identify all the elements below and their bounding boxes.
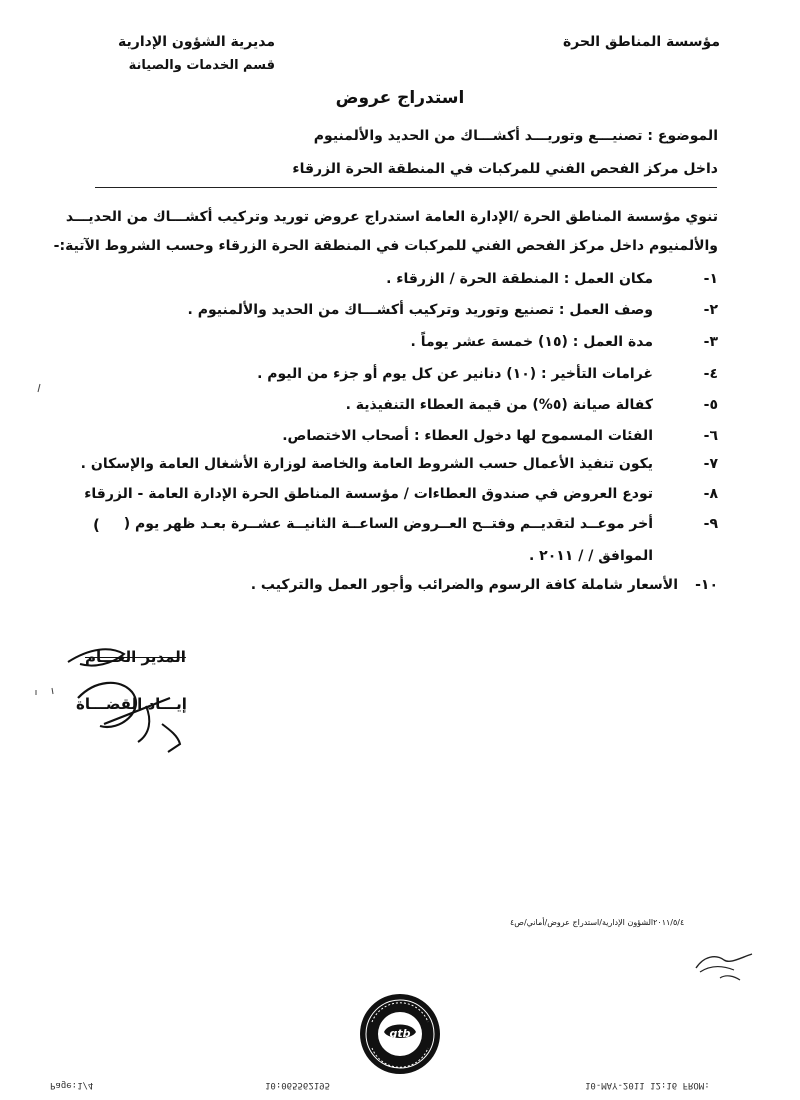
section-name: قسم الخدمات والصيانة <box>128 58 275 73</box>
condition-text: يكون تنفيذ الأعمال حسب الشروط العامة والخاصة لوزارة الأشغال العامة والإسكان . <box>80 456 653 472</box>
condition-number: ٤- <box>703 366 718 382</box>
condition-number: ٥- <box>703 397 718 413</box>
directorate-name: مديرية الشؤون الإدارية <box>118 34 275 50</box>
condition-number: ٦- <box>703 428 718 444</box>
condition-text: وصف العمل : تصنيع وتوريد وتركيب أكشـــاك من الحديد والألمنيوم . <box>187 302 653 318</box>
document-reference: ٢٠١١/٥/٤الشؤون الإدارية/استدراج عروض/أماني/ص٤ <box>510 918 685 927</box>
fax-page-number: Page:1/4 <box>50 1080 94 1090</box>
condition-number: ٢- <box>703 302 718 318</box>
condition-text: أخر موعــد لتقديــم وفتــح العــروض الساعــة الثانيــة عشــرة بعـد ظهر يوم ( <box>123 516 653 532</box>
subject-line-1: الموضوع : تصنيـــع وتوريـــد أكشـــاك من الحديد والألمنيوم <box>313 128 718 144</box>
condition-9-date-line: الموافق / / ٢٠١١ . <box>528 548 653 564</box>
signatory-title: المدير العـــام <box>85 648 186 666</box>
subject-line-2: داخل مركز الفحص الفني للمركبات في المنطقة الحرة الزرقاء <box>292 161 718 177</box>
intro-line-1: تنوي مؤسسة المناطق الحرة /الإدارة العامة استدراج عروض توريد وتركيب أكشـــاك من الحديـــد <box>65 209 718 225</box>
fax-phone-number: 10:065562195 <box>265 1080 331 1090</box>
document-title: استدراج عروض <box>335 88 465 108</box>
condition-number: ٣- <box>703 334 718 350</box>
organization-name: مؤسسة المناطق الحرة <box>562 34 720 50</box>
signatory-name: إيـــاد القضـــاة <box>76 695 187 713</box>
condition-text: الأسعار شاملة كافة الرسوم والضرائب وأجور العمل والتركيب . <box>250 577 678 593</box>
condition-number: ٧- <box>703 456 718 472</box>
intro-line-2: والألمنيوم داخل مركز الفحص الفني للمركبات في المنطقة الحرة الزرقاء وحسب الشروط الآتية:- <box>53 238 718 254</box>
condition-text: غرامات التأخير : (١٠) دنانير عن كل يوم أو جزء من اليوم . <box>257 366 653 382</box>
svg-text:gtb: gtb <box>389 1027 411 1040</box>
condition-9-closing-paren: ) <box>93 516 100 534</box>
condition-text: كفالة صيانة (٥%) من قيمة العطاء التنفيذية . <box>345 397 653 413</box>
fax-timestamp: 10-MAY-2011 12:16 FROM: <box>585 1080 710 1090</box>
condition-number: ٨- <box>703 486 718 502</box>
condition-text: تودع العروض في صندوق العطاءات / مؤسسة المناطق الحرة الإدارة العامة - الزرقاء <box>84 486 653 502</box>
condition-text: مكان العمل : المنطقة الحرة / الزرقاء . <box>386 271 653 287</box>
condition-number: ٩- <box>703 516 718 532</box>
condition-number: ١- <box>703 271 718 287</box>
condition-text: الفئات المسموح لها دخول العطاء : أصحاب الاختصاص. <box>282 428 653 444</box>
condition-number: ١٠- <box>695 577 718 593</box>
condition-text: مدة العمل : (١٥) خمسة عشر يوماً . <box>410 334 653 350</box>
